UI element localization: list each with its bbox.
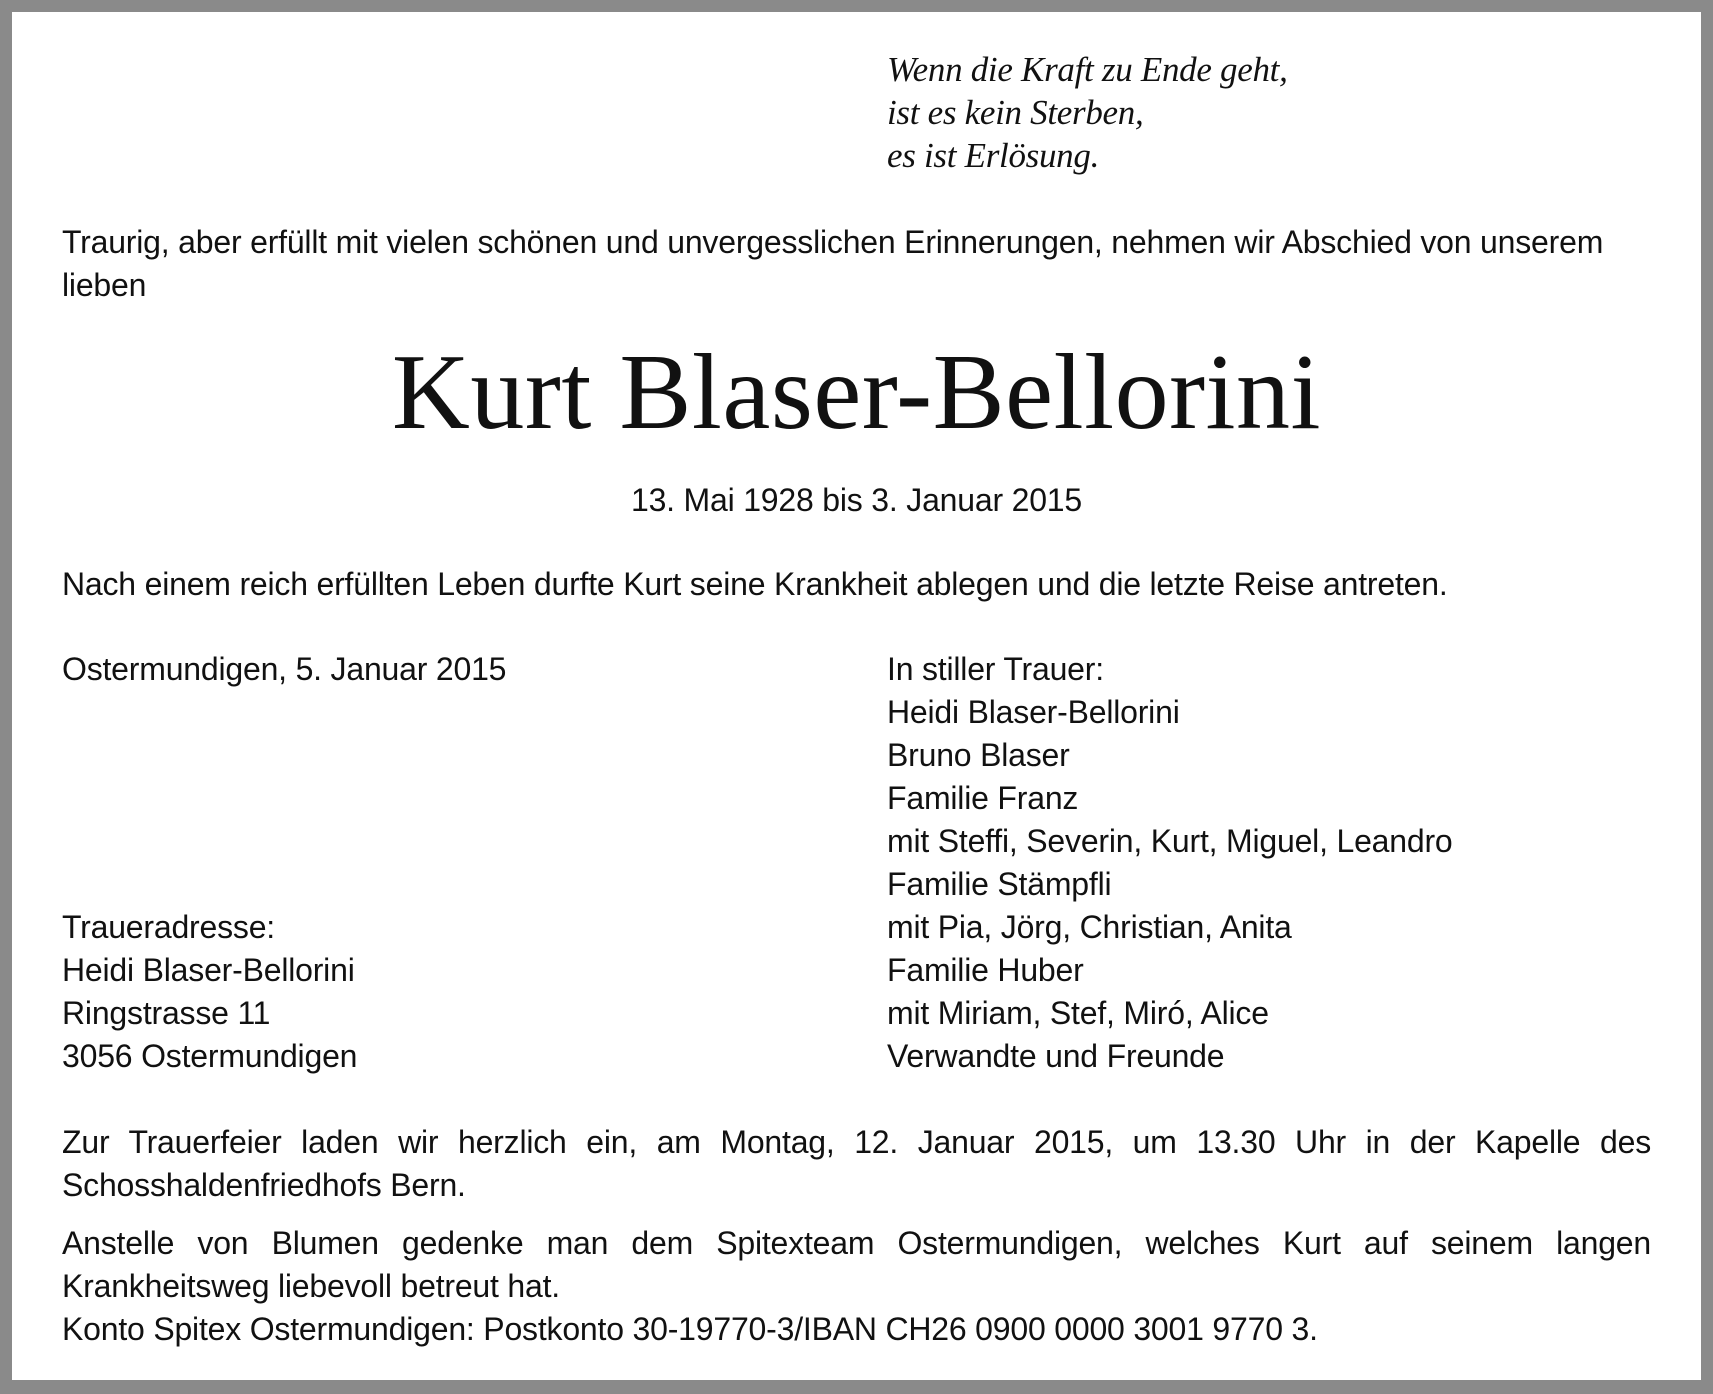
mourner-line: Familie Huber [887,952,1084,988]
address-name: Heidi Blaser-Bellorini [62,952,355,988]
mourner-line: Familie Stämpfli [887,866,1112,902]
address-city: 3056 Ostermundigen [62,1038,358,1074]
motto-quote [887,48,1288,177]
address-heading: Traueradresse: [62,909,275,945]
mourner-line: Heidi Blaser-Bellorini [887,694,1180,730]
deceased-name: Kurt Blaser-Bellorini [391,333,1322,452]
mourner-line: mit Pia, Jörg, Christian, Anita [887,909,1292,945]
donation-account: Konto Spitex Ostermundigen: Postkonto 30-19770-3/IBAN CH26 0900 0000 3001 9770 3. [62,1311,1318,1347]
mourner-line: mit Steffi, Severin, Kurt, Miguel, Leandro [887,823,1453,859]
address-street: Ringstrasse 11 [62,995,271,1031]
motto-line: Wenn die Kraft zu Ende geht, [887,50,1288,89]
motto-line: ist es kein Sterben, [887,93,1144,132]
mourners-list [887,648,1453,1078]
mourner-line: mit Miriam, Stef, Miró, Alice [887,995,1269,1031]
motto-line: es ist Erlösung. [887,136,1100,175]
mourner-line: Verwandte und Freunde [887,1038,1225,1074]
intro-paragraph: Traurig, aber erfüllt mit vielen schönen und unvergesslichen Erinnerungen, nehmen wir Abschied von unserem lieben [62,224,1604,303]
life-dates: 13. Mai 1928 bis 3. Januar 2015 [630,482,1082,518]
tribute-paragraph: Nach einem reich erfüllten Leben durfte Kurt seine Krankheit ablegen und die letzte Reise antreten. [62,566,1448,602]
donation-paragraph: Anstelle von Blumen gedenke man dem Spitexteam Ostermundigen, welches Kurt auf seinem langen Krankheitsweg liebevoll betreut hat. [62,1225,1651,1304]
funeral-service-paragraph: Zur Trauerfeier laden wir herzlich ein, am Montag, 12. Januar 2015, um 13.30 Uhr in der Kapelle des Schosshaldenfriedhofs Bern. [62,1124,1651,1203]
mourners-heading: In stiller Trauer: [887,651,1104,687]
mourner-line: Bruno Blaser [887,737,1070,773]
place-and-date: Ostermundigen, 5. Januar 2015 [62,651,507,687]
mourning-address [62,906,357,1078]
mourner-line: Familie Franz [887,780,1079,816]
